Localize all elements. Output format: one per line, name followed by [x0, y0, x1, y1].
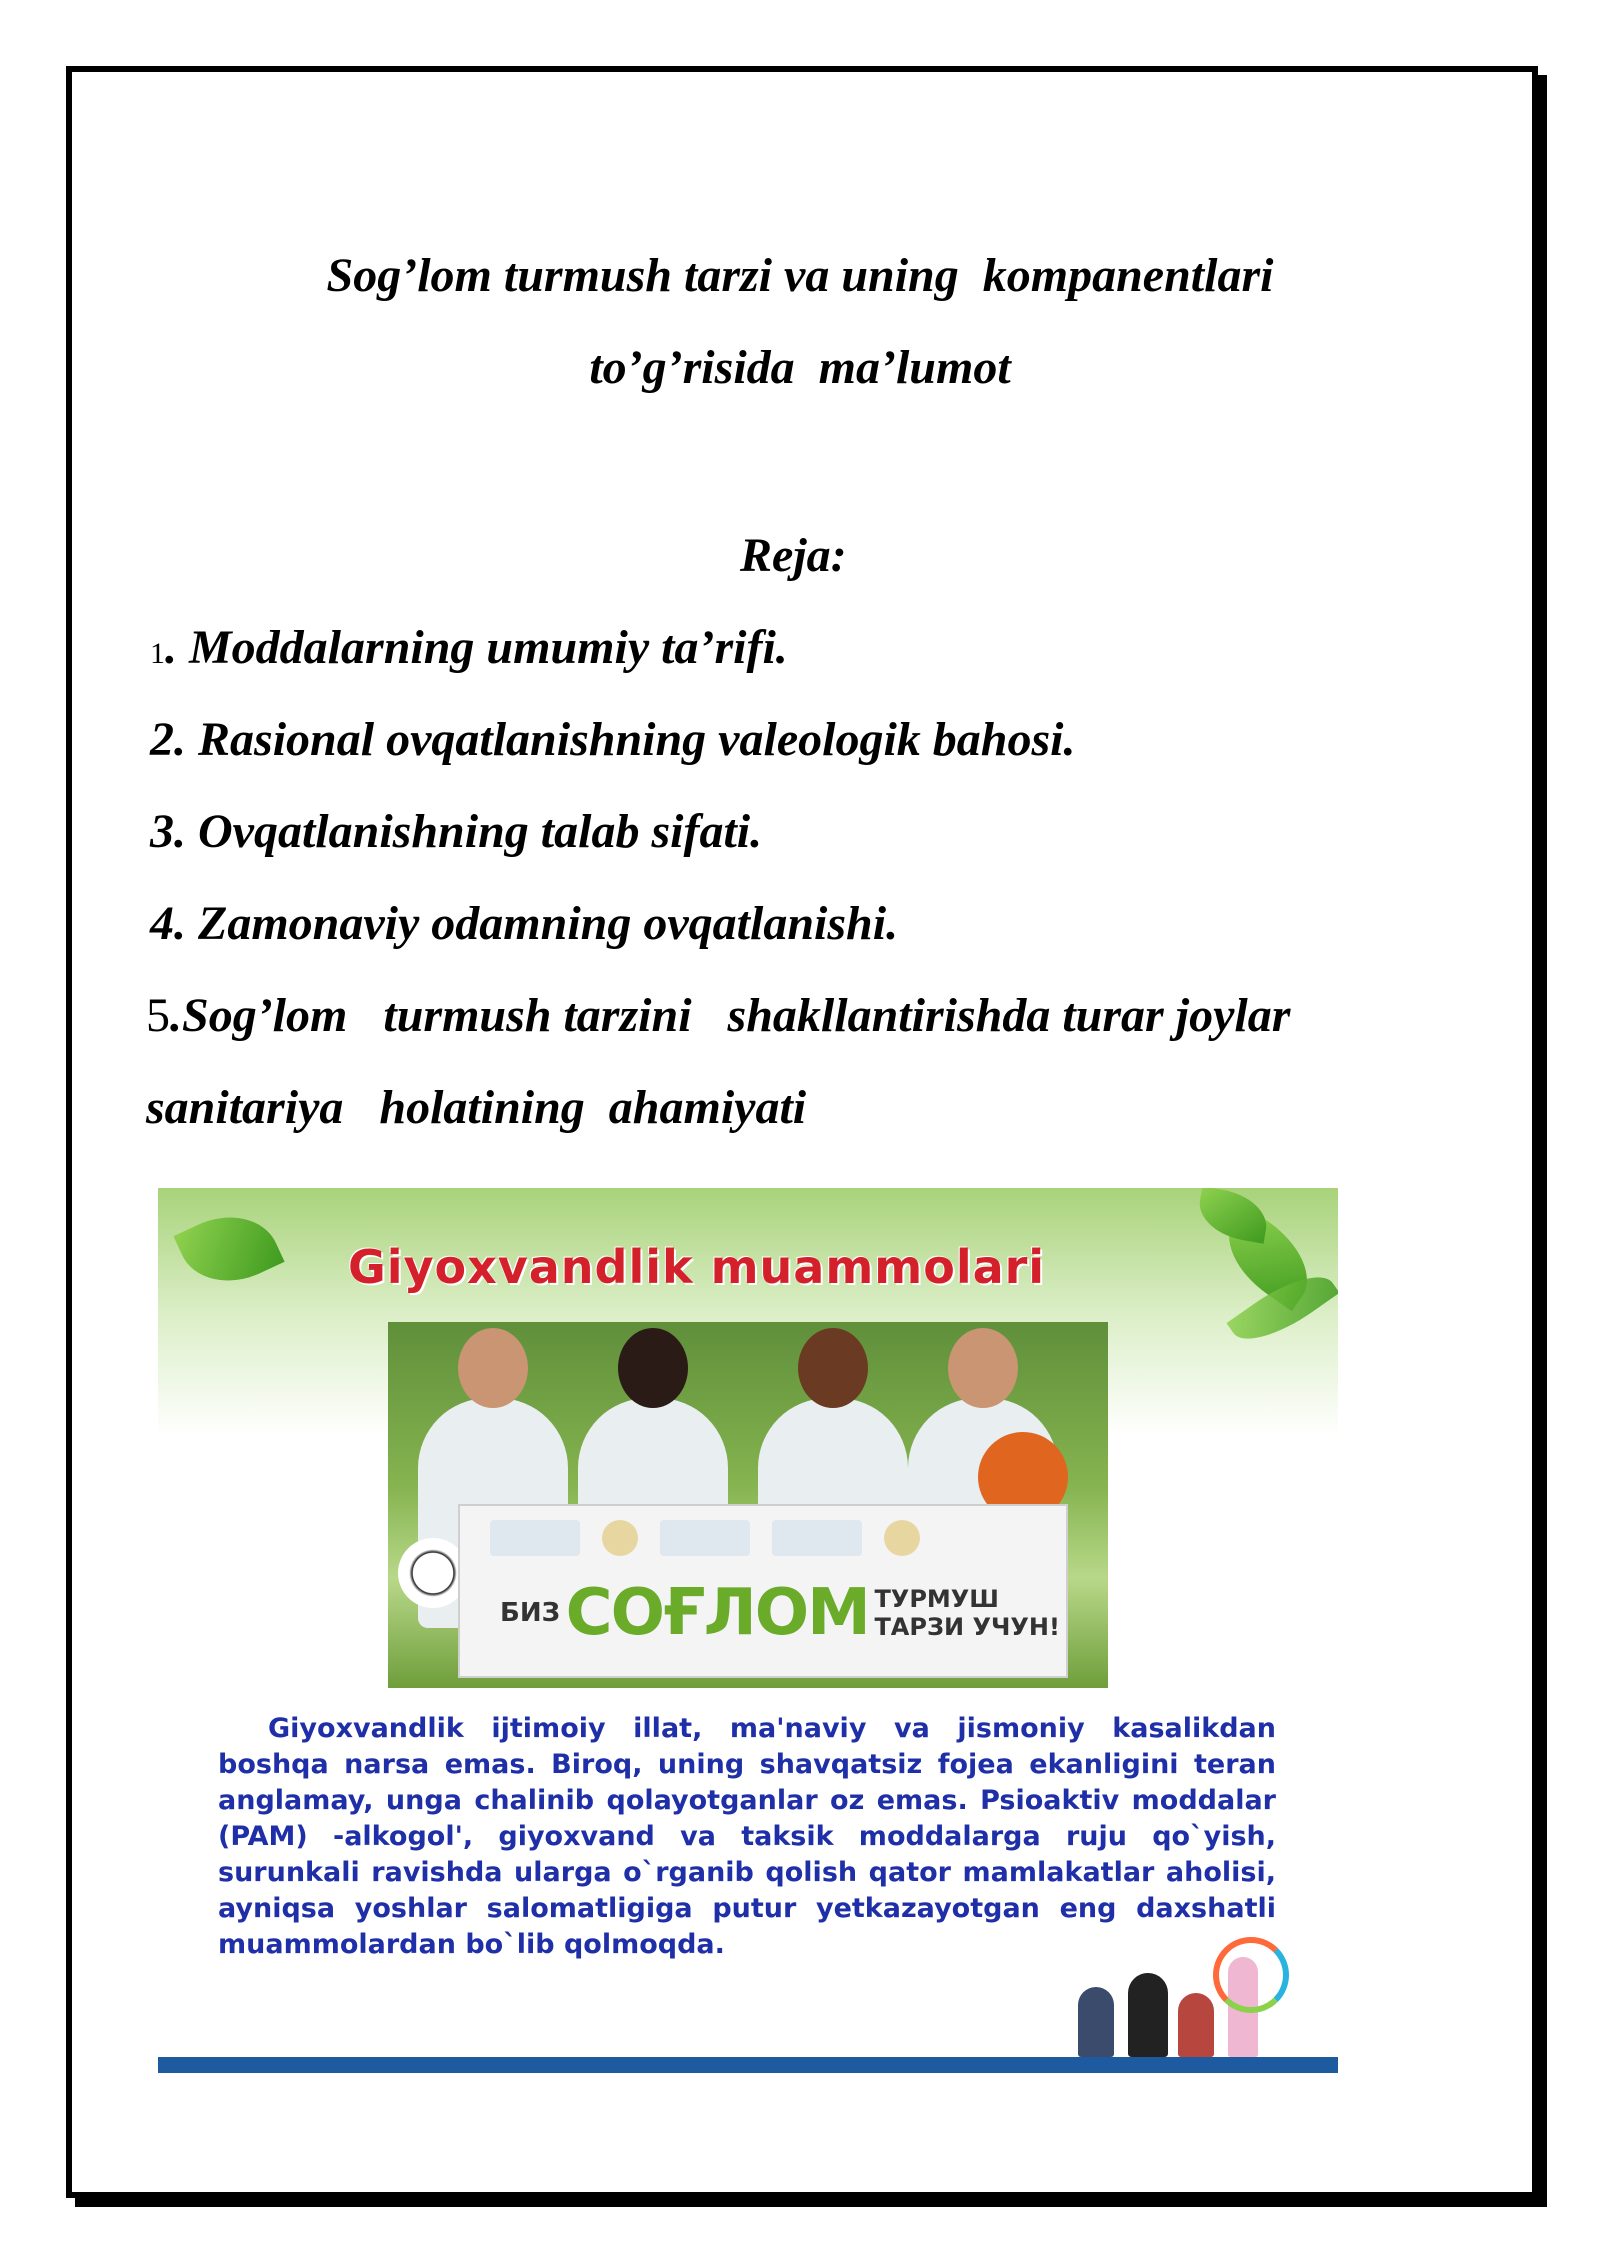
banner-slogan-left: БИЗ: [500, 1598, 561, 1628]
document-title-line-2: to’g’risida ma’lumot: [589, 341, 1011, 394]
banner-slogan-main: СОҒЛОМ: [565, 1576, 869, 1650]
plan-item-5: [146, 988, 1290, 1043]
banner-slogan: [500, 1576, 1060, 1650]
poster-body-text: Giyoxvandlik ijtimoiy illat, ma'naviy va jismoniy kasalikdan boshqa narsa emas. Biroq, uning shavqatsiz fojea ekanligini teran anglamay, unga chalinib qolayotganlar oz emas. Psioaktiv moddalar (PAM) -alkogol', giyoxvand va taksik moddalarga ruju qo`yish, surunkali ravishda ularga o`rganib qolish qator mamlakatlar aholisi, ayniqsa yoshlar salomatligiga putur yetkazayotgan eng daxshatli muammolardan bo`lib qolmoqda.: [218, 1713, 1276, 1960]
plan-item-4: [150, 896, 898, 951]
emblem-logo: [884, 1520, 920, 1556]
banner-slogan-right-2: ТАРЗИ УЧУН!: [874, 1613, 1060, 1641]
plan-item-text: .Sog’lom turmush tarzini shakllantirishda turar joylar: [170, 989, 1291, 1042]
plan-item-text: Rasional ovqatlanishning valeologik bahosi.: [186, 713, 1076, 766]
ribbon-hoop-icon: [1213, 1937, 1289, 2013]
plan-item-number: 4.: [150, 897, 186, 950]
family-illustration: [1068, 1947, 1298, 2057]
sponsor-logo: [490, 1520, 580, 1556]
plan-item-text: Ovqatlanishning talab sifati.: [186, 805, 763, 858]
plan-item-5-continuation: sanitariya holatining ahamiyati: [146, 1081, 807, 1134]
poster-image: [158, 1188, 1338, 2073]
poster-photo: [388, 1322, 1108, 1688]
plan-item-3: [150, 804, 762, 859]
poster-footer-bar: [158, 2057, 1338, 2073]
sponsor-logo: [772, 1520, 862, 1556]
sponsor-logo: [660, 1520, 750, 1556]
leaf-icon: [1195, 1188, 1272, 1244]
plan-item-1: [150, 620, 788, 675]
banner-slogan-right: [874, 1585, 1059, 1641]
banner-slogan-right-1: ТУРМУШ: [874, 1585, 999, 1613]
sponsor-logos: [490, 1520, 920, 1556]
poster-title: Giyoxvandlik muammolari: [348, 1240, 1046, 1294]
document-title-line-1: Sog’lom turmush tarzi va uning kompanentlari: [326, 249, 1274, 302]
leaf-icon: [173, 1198, 284, 1299]
campaign-banner: [458, 1504, 1068, 1678]
plan-item-number: 3.: [150, 805, 186, 858]
plan-item-text: . Moddalarning umumiy ta’rifi.: [165, 621, 788, 674]
plan-item-text: Zamonaviy odamning ovqatlanishi.: [186, 897, 899, 950]
plan-item-number: 1: [150, 637, 165, 670]
plan-item-number: 5: [146, 989, 170, 1042]
sponsor-logo: [602, 1520, 638, 1556]
plan-item-number: 2.: [150, 713, 186, 766]
plan-heading: Reja:: [740, 529, 847, 582]
plan-item-2: [150, 712, 1076, 767]
